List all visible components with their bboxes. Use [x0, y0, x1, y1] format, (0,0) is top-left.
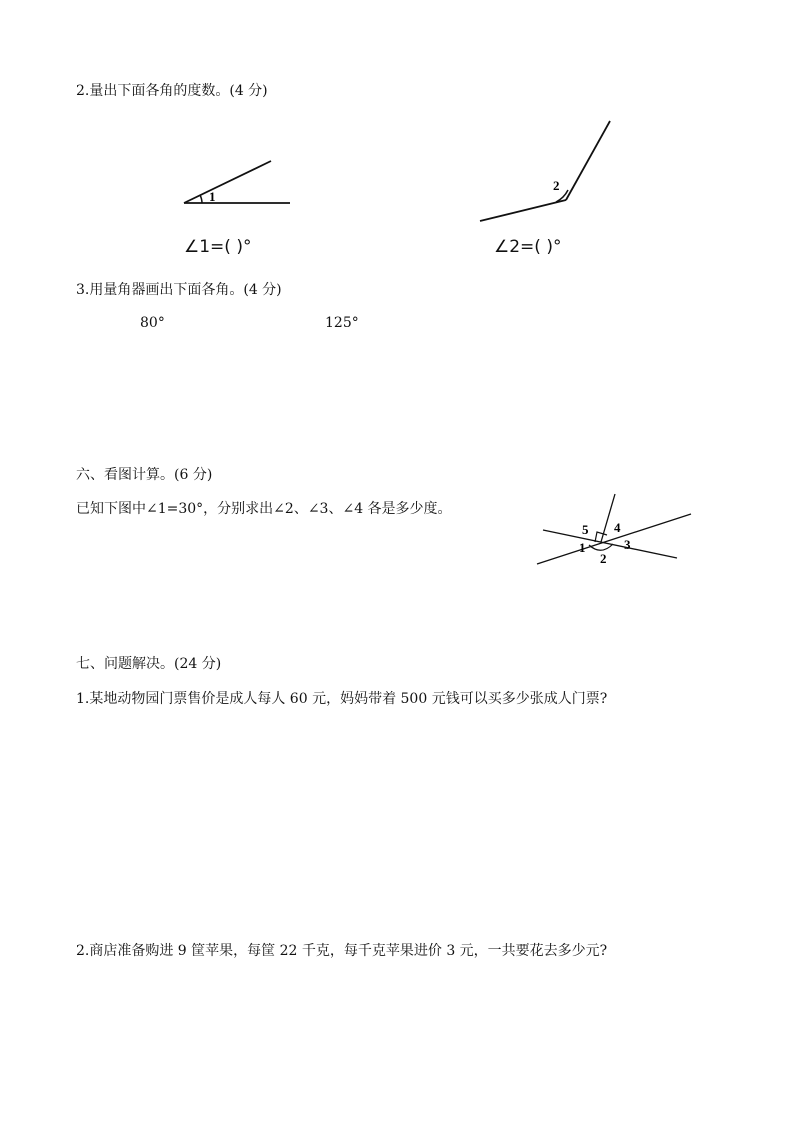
section-7-heading: 七、问题解决。(24 分)	[76, 656, 222, 672]
draw-angle-80: 80°	[140, 315, 165, 331]
angle-2-ray-right	[566, 121, 610, 200]
angle-2-figure	[476, 118, 616, 226]
section-6-question: 已知下图中∠1=30°，分别求出∠2、∠3、∠4 各是多少度。	[76, 501, 452, 517]
question-measure-angles: 2.量出下面各角的度数。(4 分)	[76, 83, 268, 99]
angle-arc-bottom	[589, 544, 613, 550]
problem-1: 1.某地动物园门票售价是成人每人 60 元，妈妈带着 500 元钱可以买多少张成人门票?	[76, 691, 608, 707]
problem-2: 2.商店准备购进 9 筐苹果，每筐 22 千克，每千克苹果进价 3 元，一共要花去多少元?	[76, 943, 608, 959]
fig-label-4: 4	[614, 520, 621, 535]
question-draw-angles: 3.用量角器画出下面各角。(4 分)	[76, 282, 282, 298]
angle-1-figure	[180, 158, 295, 210]
answer-angle-2: ∠2=( )°	[494, 237, 562, 257]
angle-2-ray-left	[480, 200, 566, 221]
fig-label-5: 5	[582, 522, 589, 537]
fig-label-3: 3	[624, 537, 631, 552]
angle-1-label: 1	[209, 189, 216, 204]
draw-angle-125: 125°	[325, 315, 359, 331]
intersecting-lines-figure	[535, 492, 695, 572]
section-6-heading: 六、看图计算。(6 分)	[76, 467, 213, 483]
line-descending	[543, 530, 677, 558]
answer-angle-1: ∠1=( )°	[184, 237, 252, 257]
angle-2-label: 2	[553, 178, 560, 193]
fig-label-1: 1	[579, 540, 586, 555]
ray-upward	[601, 494, 615, 542]
fig-label-2: 2	[600, 551, 607, 566]
angle-1-arc	[200, 195, 202, 203]
angle-1-ray-upper	[184, 161, 271, 203]
